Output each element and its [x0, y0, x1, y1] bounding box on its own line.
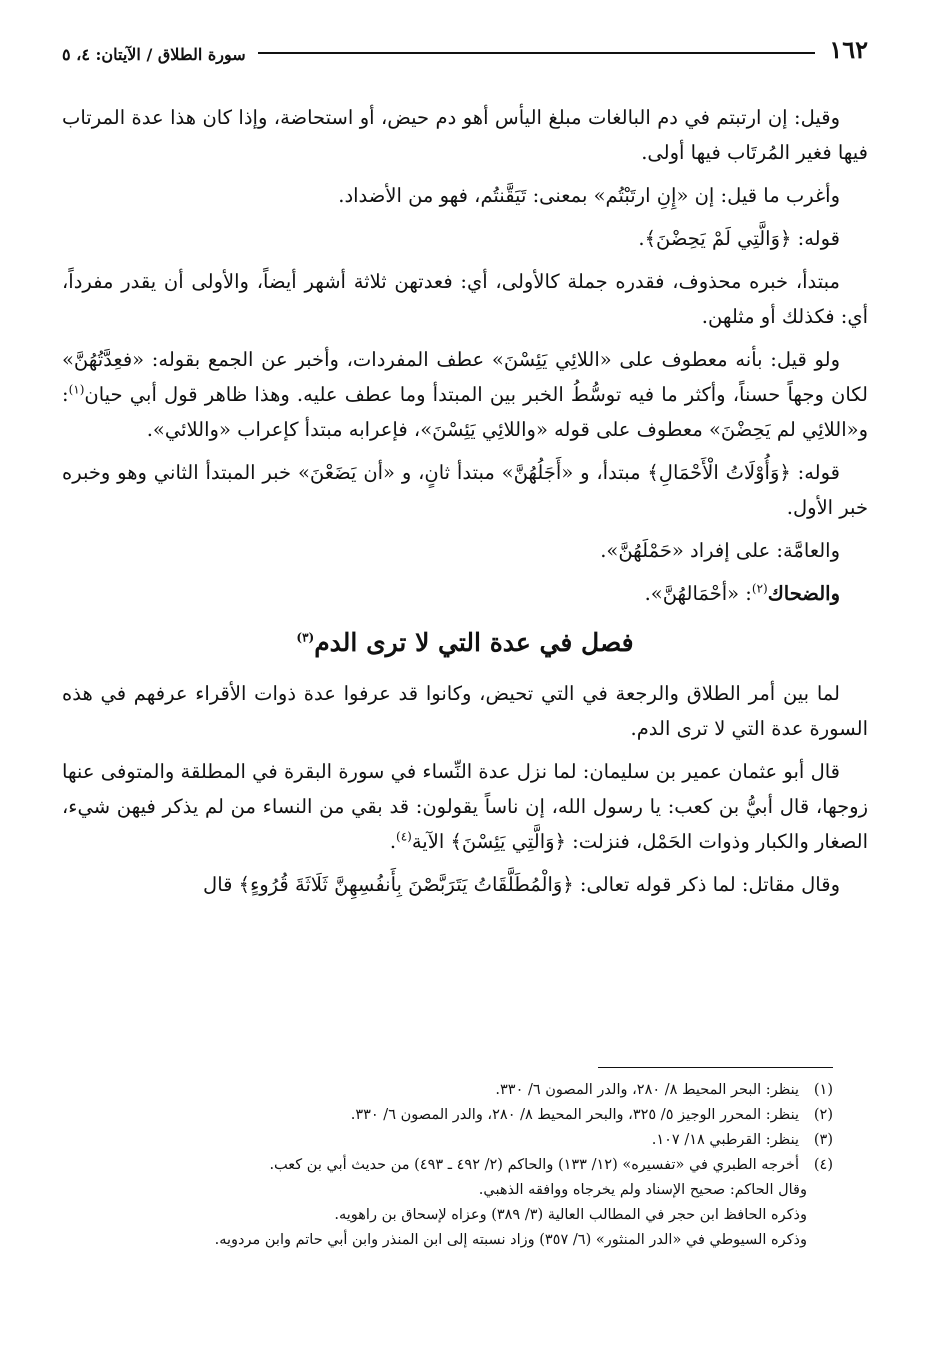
footnote-ref: (٢)	[751, 581, 768, 596]
footnote-continuation: وذكره الحافظ ابن حجر في المطالب العالية (٣/ ٣٨٩) وعزاه لإسحاق بن راهويه.	[334, 1207, 807, 1223]
section-heading-text: فصل في عدة التي لا ترى الدم	[314, 628, 634, 657]
footnote-number: (١)	[813, 1082, 833, 1098]
paragraph: والعامَّة: على إفراد «حَمْلَهُنَّ».	[600, 539, 840, 562]
paragraph: وأغرب ما قيل: إن «إِنِ ارتَبْتُم» بمعنى: تَيَقَّنتُم، فهو من الأضداد.	[338, 184, 840, 207]
paragraph	[62, 342, 868, 447]
paragraph-text: : «أحْمَالهُنَّ».	[644, 582, 752, 605]
footnote-text: ينظر: القرطبي ١٨/ ١٠٧.	[651, 1132, 799, 1148]
paragraph	[62, 754, 868, 859]
paragraph-text: .	[389, 830, 397, 853]
section-heading	[62, 625, 868, 660]
paragraph-text: قال أبو عثمان عمير بن سليمان: لما نزل عدة النِّساء في سورة البقرة في المطلقة والمتوفى عنها زوجها، قال أبيُّ بن كعب: يا رسول الله، إن ناساً يقولون: قد بقي من النساء من لم يذكر فيهن شيء، الصغار والكبار وذوات الحَمْل، فنزلت: ﴿وَالَّتِي يَئِسْنَ﴾ الآية	[62, 760, 868, 853]
footnote-number: (٢)	[813, 1107, 833, 1123]
paragraph-text: : و«اللائِي لم يَحِضْنَ» معطوف على قوله «واللائِي يَئِسْنَ»، فإعرابه مبتدأ كإعراب «واللائي».	[62, 383, 868, 441]
footnote-number: (٤)	[813, 1157, 833, 1173]
paragraph: قوله: ﴿وَأُوْلَاتُ الْأَحْمَالِ﴾ مبتدأ، و «أَجَلُهُنَّ» مبتدأ ثانٍ، و «أن يَضَعْنَ» خبر المبتدأ الثاني وهو وخبره خبر الأول.	[62, 461, 868, 519]
footnote-continuation: وذكره السيوطي في «الدر المنثور» (٦/ ٣٥٧) وزاد نسبته إلى ابن المنذر وابن أبي حاتم وابن مردويه.	[214, 1232, 807, 1248]
paragraph: لما بين أمر الطلاق والرجعة في التي تحيض، وكانوا قد عرفوا عدة ذوات الأقراء عرفهم في هذه السورة عدة التي لا ترى الدم.	[62, 682, 868, 740]
footnote-text: أخرجه الطبري في «تفسيره» (١٢/ ١٣٣) والحاكم (٢/ ٤٩٢ ـ ٤٩٣) من حديث أبي بن كعب.	[269, 1157, 799, 1173]
page-header	[62, 30, 868, 64]
header-rule	[258, 52, 816, 54]
paragraph: وقال مقاتل: لما ذكر قوله تعالى: ﴿وَالْمُطَلَّقَاتُ يَتَرَبَّصْنَ بِأَنفُسِهِنَّ ثَلَاثَةَ قُرُوءٍ﴾ قال	[203, 873, 840, 896]
footnote	[62, 1078, 833, 1103]
paragraph-text: والضحاك	[767, 582, 840, 605]
footnotes	[62, 1078, 833, 1253]
footnote-ref: (١)	[68, 382, 85, 397]
paragraph: مبتدأ، خبره محذوف، فقدره جملة كالأولى، أي: فعدتهن ثلاثة أشهر أيضاً، والأولى أن يقدر مفرداً، أي: فكذلك أو مثلهن.	[62, 270, 868, 328]
footnote-ref: (٤)	[396, 829, 412, 844]
main-text	[62, 100, 868, 910]
footnote	[62, 1153, 833, 1178]
footnote-continuation: وقال الحاكم: صحيح الإسناد ولم يخرجاه ووافقه الذهبي.	[478, 1182, 807, 1198]
footnote	[62, 1128, 833, 1153]
paragraph: قوله: ﴿وَالَّتِي لَمْ يَحِضْنَ﴾.	[638, 227, 840, 250]
footnote-text: ينظر: المحرر الوجيز ٥/ ٣٢٥، والبحر المحيط ٨/ ٢٨٠، والدر المصون ٦/ ٣٣٠.	[350, 1107, 799, 1123]
running-title: سورة الطلاق / الآيتان: ٤، ٥	[62, 45, 246, 64]
paragraph: وقيل: إن ارتبتم في دم البالغات مبلغ اليأس أهو دم حيض، أو استحاضة، وإذا كان هذا عدة المرتاب فيها فغير المُرتَاب فيها أولى.	[62, 106, 868, 164]
footnote-number: (٣)	[813, 1132, 833, 1148]
footnote-separator	[598, 1067, 833, 1068]
footnote-text: ينظر: البحر المحيط ٨/ ٢٨٠، والدر المصون ٦/ ٣٣٠.	[495, 1082, 799, 1098]
page-number: ١٦٢	[829, 35, 868, 64]
paragraph	[62, 576, 868, 611]
footnote	[62, 1103, 833, 1128]
footnote-ref: (٣)	[296, 630, 315, 645]
paragraph-text: ولو قيل: بأنه معطوف على «اللائِي يَئِسْنَ» عطف المفردات، وأخبر عن الجمع بقوله: «فعِدَّتُهُنَّ» لكان وجهاً حسناً، وأكثر ما فيه توسُّطُ الخبر بين المبتدأ وما عطف عليه. وهذا ظاهر قول أبي حيان	[62, 348, 868, 406]
